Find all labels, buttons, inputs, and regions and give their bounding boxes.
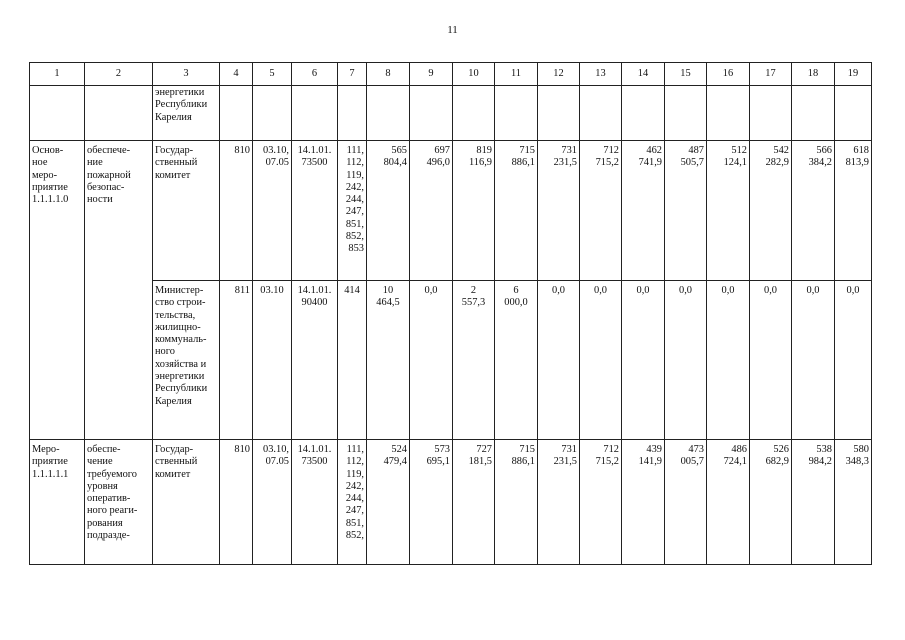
table-cell: 473 005,7 [665, 440, 707, 565]
table-row [30, 281, 872, 440]
col-header: 2 [85, 63, 153, 86]
table-cell: 565 804,4 [367, 141, 410, 281]
table-cell: 727 181,5 [453, 440, 495, 565]
col-header: 12 [538, 63, 580, 86]
col-header: 5 [253, 63, 292, 86]
table-cell [750, 86, 792, 141]
table-cell: 512 124,1 [707, 141, 750, 281]
table-cell: 111, 112, 119, 242, 244, 247, 851, 852, [338, 440, 367, 565]
table-row [30, 440, 872, 565]
table-cell [707, 86, 750, 141]
table-cell: 10 464,5 [367, 281, 410, 440]
activity-name-cell: обеспе- чение требуемого уровня оператив- ного реаги- рования подразде- [85, 440, 153, 565]
activity-code-cell: Меро- приятие 1.1.1.1.1 [30, 440, 85, 565]
table-cell: 0,0 [792, 281, 835, 440]
table-cell: 731 231,5 [538, 141, 580, 281]
table-row [30, 86, 872, 141]
table-cell: 712 715,2 [580, 440, 622, 565]
table-cell [835, 86, 872, 141]
table-cell [253, 86, 292, 141]
table-cell: 0,0 [707, 281, 750, 440]
table-cell: 03.10, 07.05 [253, 440, 292, 565]
table-cell: 542 282,9 [750, 141, 792, 281]
table-cell: 0,0 [580, 281, 622, 440]
col-header: 9 [410, 63, 453, 86]
table-cell: 14.1.01. 73500 [292, 141, 338, 281]
executor-cell: Государ- ственный комитет [153, 141, 220, 281]
table-cell [292, 86, 338, 141]
table-cell: 2 557,3 [453, 281, 495, 440]
col-header: 15 [665, 63, 707, 86]
col-header: 8 [367, 63, 410, 86]
col-header: 14 [622, 63, 665, 86]
table-cell: 526 682,9 [750, 440, 792, 565]
table-cell: 03.10, 07.05 [253, 141, 292, 281]
table-cell [495, 86, 538, 141]
table-cell: 618 813,9 [835, 141, 872, 281]
table-cell [30, 86, 85, 141]
table-cell: 486 724,1 [707, 440, 750, 565]
table-cell [792, 86, 835, 141]
table-cell: 697 496,0 [410, 141, 453, 281]
table-cell [410, 86, 453, 141]
activity-name-cell: обеспече- ние пожарной безопас- ности [85, 141, 153, 440]
col-header: 6 [292, 63, 338, 86]
table-cell: 819 116,9 [453, 141, 495, 281]
col-header: 10 [453, 63, 495, 86]
table-cell [85, 86, 153, 141]
col-header: 4 [220, 63, 253, 86]
table-cell: 810 [220, 141, 253, 281]
col-header: 16 [707, 63, 750, 86]
table-cell: 715 886,1 [495, 141, 538, 281]
table-cell [367, 86, 410, 141]
table-cell [338, 86, 367, 141]
col-header: 13 [580, 63, 622, 86]
table-cell: 0,0 [622, 281, 665, 440]
table-cell: 731 231,5 [538, 440, 580, 565]
table-cell [580, 86, 622, 141]
table-cell: 14.1.01. 73500 [292, 440, 338, 565]
table-cell: 580 348,3 [835, 440, 872, 565]
table-cell: 0,0 [835, 281, 872, 440]
table-cell [665, 86, 707, 141]
table-cell: 712 715,2 [580, 141, 622, 281]
table-cell: 810 [220, 440, 253, 565]
header-row [30, 63, 872, 86]
table-cell: 0,0 [665, 281, 707, 440]
table-cell: 0,0 [538, 281, 580, 440]
table-cell: 715 886,1 [495, 440, 538, 565]
table-cell: 439 141,9 [622, 440, 665, 565]
table-cell: 538 984,2 [792, 440, 835, 565]
table-cell: 6 000,0 [495, 281, 538, 440]
table-cell: 462 741,9 [622, 141, 665, 281]
table-cell [453, 86, 495, 141]
col-header: 17 [750, 63, 792, 86]
col-header: 7 [338, 63, 367, 86]
table-cell [220, 86, 253, 141]
executor-cell: Государ- ственный комитет [153, 440, 220, 565]
table-cell: 414 [338, 281, 367, 440]
table-cell: 03.10 [253, 281, 292, 440]
table-cell: 573 695,1 [410, 440, 453, 565]
activity-code-cell: Основ- ное меро- приятие 1.1.1.1.0 [30, 141, 85, 440]
table-cell: энергетики Республики Карелия [153, 86, 220, 141]
page-number: 11 [447, 24, 458, 36]
table-cell [538, 86, 580, 141]
table-cell: 0,0 [750, 281, 792, 440]
executor-cell: Министер- ство строи- тельства, жилищно- коммуналь- ного хозяйства и энергетики Республики Карелия [153, 281, 220, 440]
col-header: 19 [835, 63, 872, 86]
table-cell: 0,0 [410, 281, 453, 440]
table-row [30, 141, 872, 281]
table-cell [622, 86, 665, 141]
col-header: 1 [30, 63, 85, 86]
table-cell: 487 505,7 [665, 141, 707, 281]
table-cell: 14.1.01. 90400 [292, 281, 338, 440]
col-header: 3 [153, 63, 220, 86]
table-cell: 811 [220, 281, 253, 440]
col-header: 11 [495, 63, 538, 86]
table-cell: 524 479,4 [367, 440, 410, 565]
table-cell: 111, 112, 119, 242, 244, 247, 851, 852, 853 [338, 141, 367, 281]
table-cell: 566 384,2 [792, 141, 835, 281]
budget-table [29, 62, 872, 565]
col-header: 18 [792, 63, 835, 86]
